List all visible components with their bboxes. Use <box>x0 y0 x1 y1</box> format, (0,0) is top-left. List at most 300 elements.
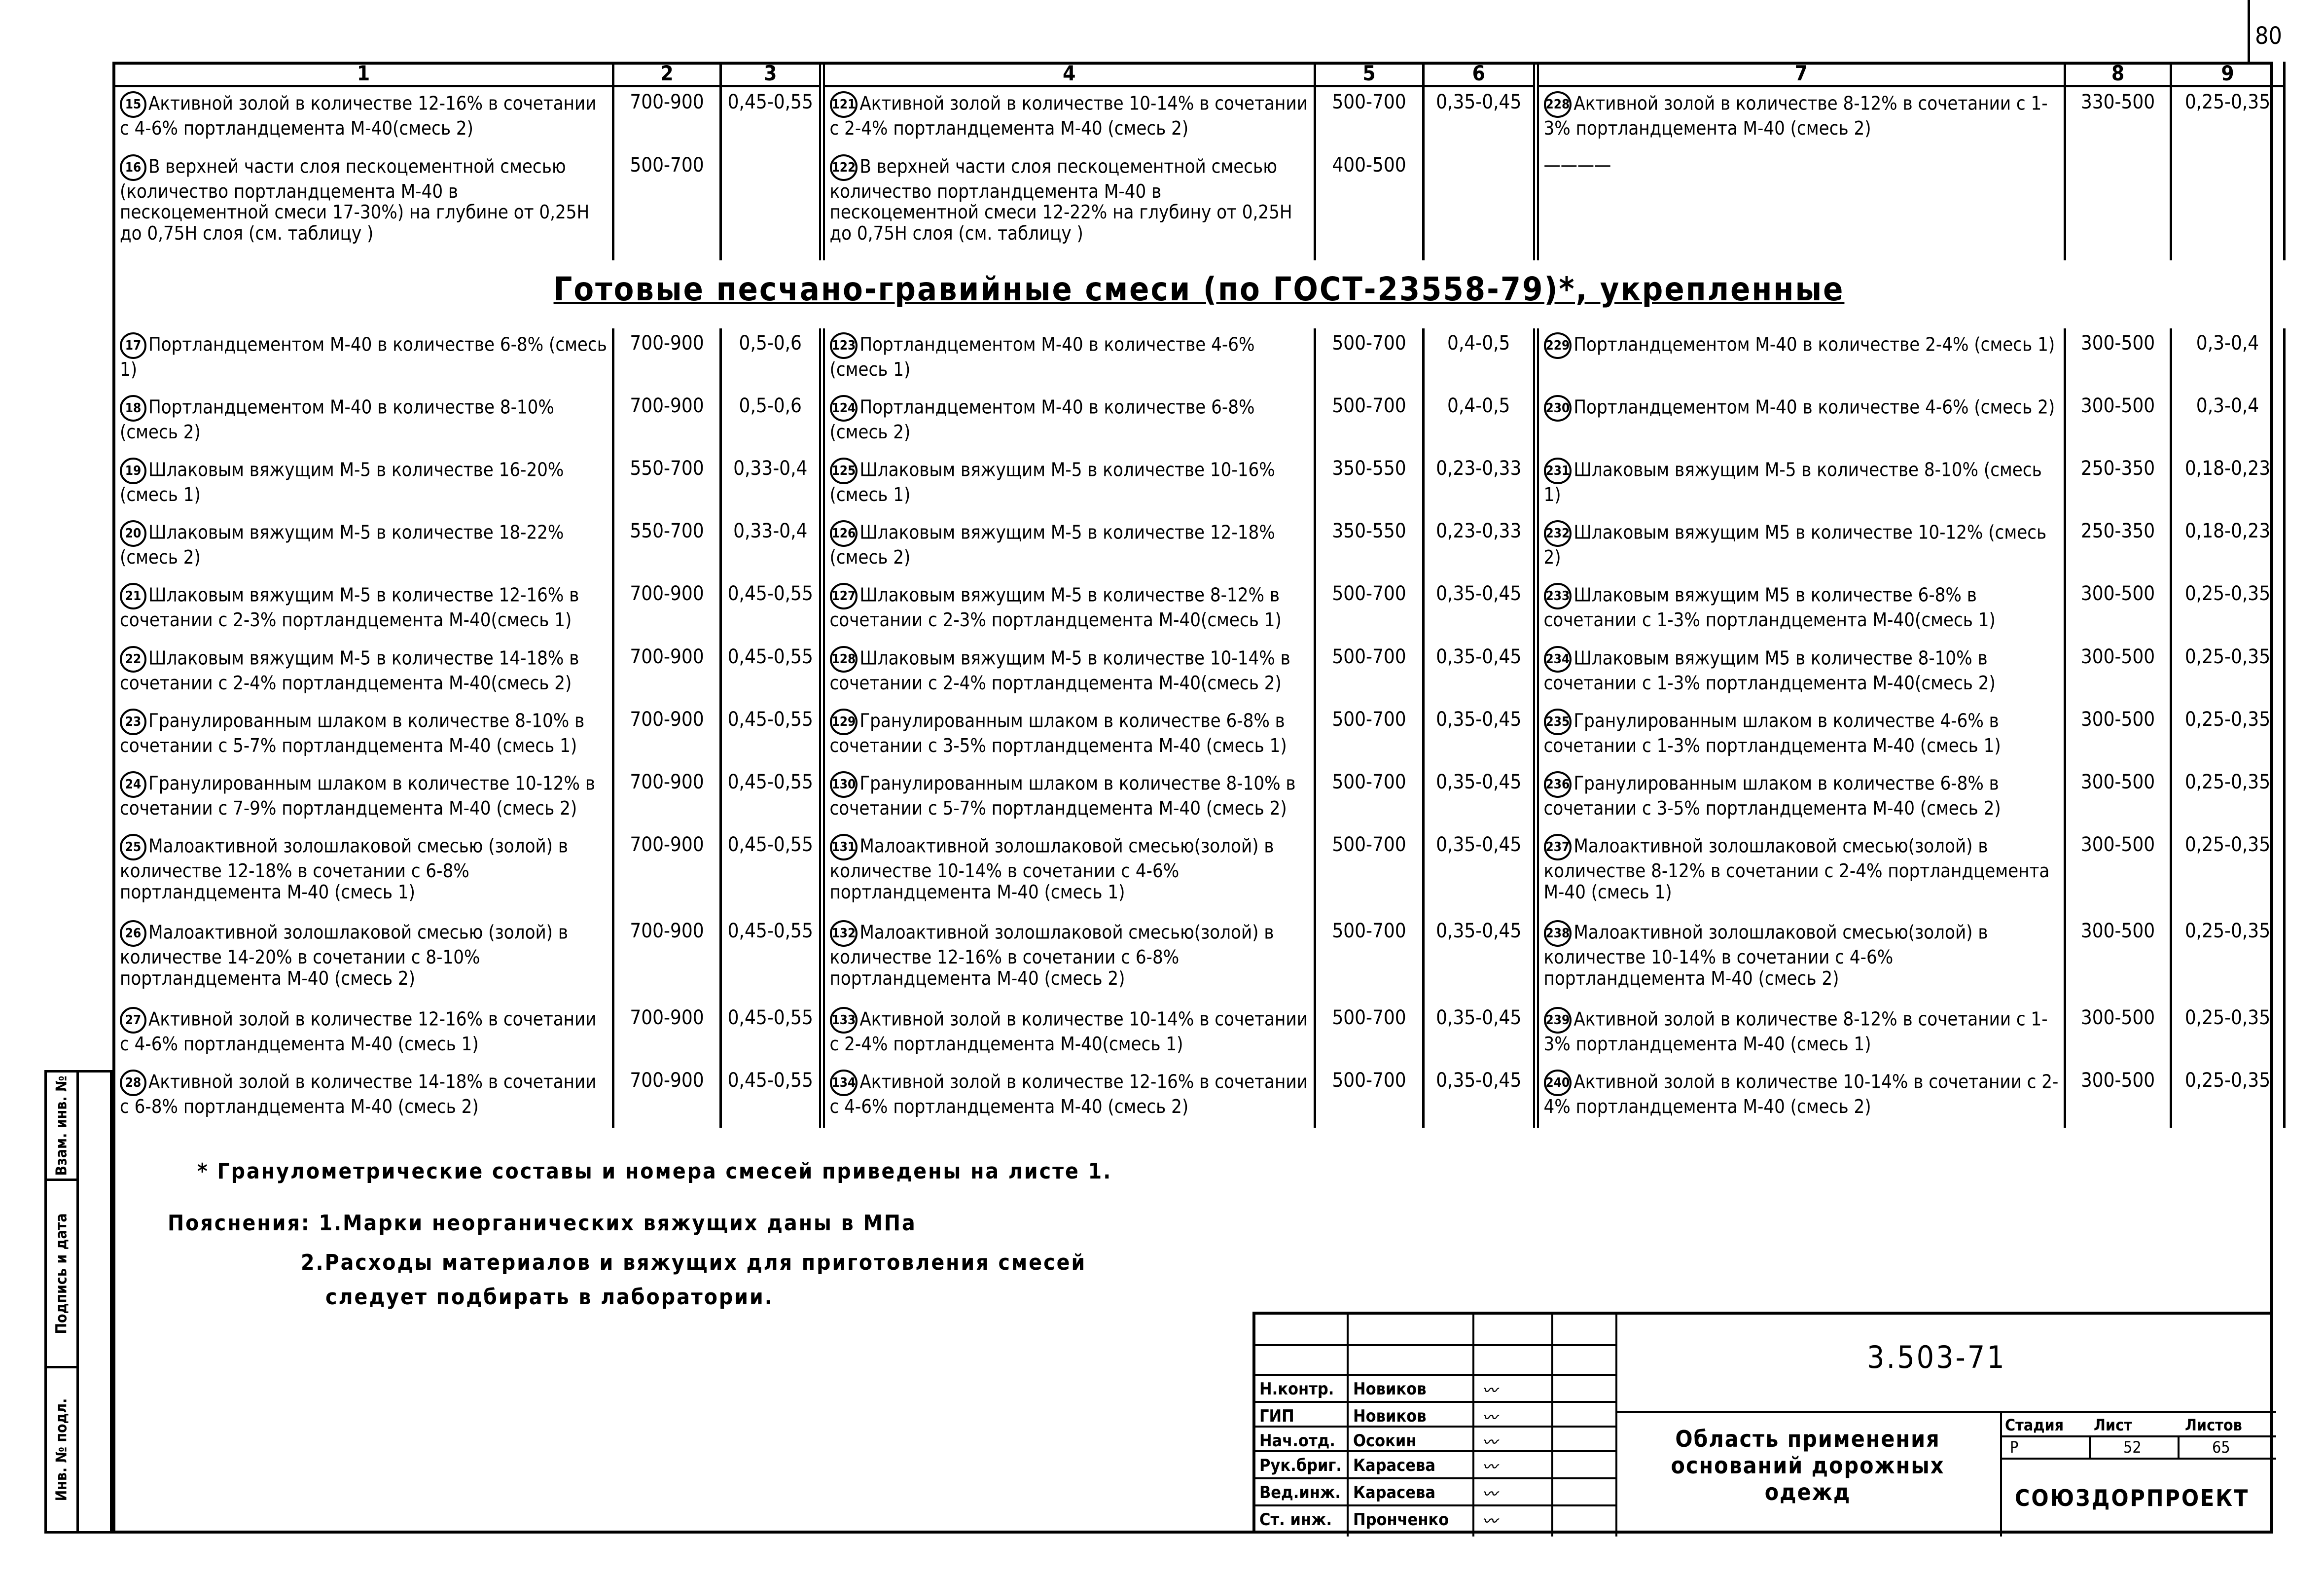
stamp-role: Ст. инж. <box>1259 1510 1332 1530</box>
column-header: 5 <box>1315 62 1424 86</box>
value-cell: 0,35-0,45 <box>1424 916 1536 1002</box>
item-text: Портландцементом М-40 в количестве 2-4% (смесь 1) <box>1573 333 2055 356</box>
stamp-person-name: Карасева <box>1353 1456 1436 1475</box>
sheets-label: Листов <box>2185 1416 2242 1434</box>
value-cell: 700-900 <box>613 642 721 705</box>
value-cell: 0,18-0,23 <box>2171 454 2285 516</box>
material-description <box>822 454 1315 516</box>
signature-mark: 〰 <box>1482 1382 1497 1399</box>
value-cell: 0,45-0,55 <box>721 642 822 705</box>
value-cell: 700-900 <box>613 916 721 1002</box>
value-cell: 700-900 <box>613 579 721 642</box>
side-stamp <box>44 1070 112 1534</box>
value-cell: 350-550 <box>1315 454 1424 516</box>
value-cell: 300-500 <box>2065 705 2171 767</box>
stamp-line <box>1347 1315 1349 1537</box>
stamp-line <box>2089 1435 2091 1458</box>
item-number-badge: 27 <box>120 1007 146 1034</box>
item-text: Шлаковым вяжущим М-5 в количестве 16-20% (смесь 1) <box>120 459 564 506</box>
material-description <box>1536 516 2065 579</box>
value-cell: 0,3-0,4 <box>2171 391 2285 454</box>
table-row <box>114 86 2285 150</box>
column-header-row <box>114 62 2285 86</box>
item-number-badge: 18 <box>120 395 146 422</box>
stamp-person-name: Новиков <box>1353 1406 1427 1426</box>
stamp-line <box>1255 1477 1615 1479</box>
table-row <box>114 579 2285 642</box>
item-text: Малоактивной золошлаковой смесью (золой) в количестве 14-20% в сочетании с 8-10% портландцемента М-40 (смесь 2) <box>120 921 569 989</box>
item-number-badge: 121 <box>830 91 858 118</box>
side-stamp-divider <box>76 1072 79 1531</box>
value-cell: 0,35-0,45 <box>1424 830 1536 916</box>
material-description <box>1536 767 2065 830</box>
stamp-line <box>1551 1315 1553 1537</box>
value-cell: 550-700 <box>613 516 721 579</box>
material-description <box>1536 86 2065 150</box>
value-cell: 0,45-0,55 <box>721 767 822 830</box>
item-number-badge: 228 <box>1544 91 1572 118</box>
signature-mark: 〰 <box>1482 1459 1497 1476</box>
material-description <box>1536 328 2065 391</box>
item-number-badge: 25 <box>120 834 146 860</box>
item-number-badge: 235 <box>1544 709 1572 735</box>
value-cell: 0,25-0,35 <box>2171 830 2285 916</box>
value-cell: 500-700 <box>613 150 721 260</box>
item-number-badge: 133 <box>830 1007 858 1034</box>
column-header: 2 <box>613 62 721 86</box>
material-description <box>822 1066 1315 1128</box>
value-cell <box>2065 150 2171 260</box>
stamp-role: ГИП <box>1259 1406 1294 1426</box>
value-cell: 500-700 <box>1315 767 1424 830</box>
section-title-text: Готовые песчано-гравийные смеси (по ГОСТ-23558-79)*, укрепленные <box>553 270 1845 308</box>
item-number-badge: 26 <box>120 920 146 947</box>
value-cell: 0,25-0,35 <box>2171 1066 2285 1128</box>
value-cell: 300-500 <box>2065 830 2171 916</box>
item-text: Гранулированным шлаком в количестве 6-8% в сочетании с 3-5% портландцемента М-40 (смесь 1) <box>829 710 1287 756</box>
side-stamp-inv-podl <box>47 1368 76 1531</box>
explanations-label: Пояснения: <box>168 1211 311 1236</box>
item-text: Активной золой в количестве 12-16% в сочетании с 4-6% портландцемента М-40 (смесь 1) <box>120 1008 597 1055</box>
value-cell: 330-500 <box>2065 86 2171 150</box>
value-cell: 0,33-0,4 <box>721 454 822 516</box>
column-header: 6 <box>1424 62 1536 86</box>
table-row <box>114 767 2285 830</box>
document-title-line2: оснований дорожных <box>1671 1452 1945 1479</box>
stamp-person-name: Карасева <box>1353 1483 1436 1502</box>
table-row <box>114 830 2285 916</box>
item-number-badge: 132 <box>830 920 858 947</box>
item-text: Шлаковым вяжущим М-5 в количестве 8-10% (смесь 1) <box>1543 459 2042 506</box>
value-cell: 0,4-0,5 <box>1424 328 1536 391</box>
value-cell <box>1424 150 1536 260</box>
value-cell <box>721 150 822 260</box>
item-text: Шлаковым вяжущим М-5 в количестве 18-22% (смесь 2) <box>120 521 564 569</box>
section-title-row <box>114 260 2285 328</box>
signature-mark: 〰 <box>1482 1434 1497 1451</box>
value-cell: 250-350 <box>2065 454 2171 516</box>
stamp-line <box>1255 1426 1615 1428</box>
table-row <box>114 454 2285 516</box>
value-cell: 500-700 <box>1315 916 1424 1002</box>
value-cell: 500-700 <box>1315 1066 1424 1128</box>
item-text: Шлаковым вяжущим М5 в количестве 6-8% в сочетании с 1-3% портландцемента М-40(смесь 1) <box>1543 584 1996 631</box>
item-text: Активной золой в количестве 12-16% в сочетании с 4-6% портландцемента М-40(смесь 2) <box>120 92 597 140</box>
stamp-role: Рук.бриг. <box>1259 1456 1342 1475</box>
value-cell: 500-700 <box>1315 830 1424 916</box>
value-cell: 300-500 <box>2065 1003 2171 1066</box>
material-description <box>822 705 1315 767</box>
value-cell: 500-700 <box>1315 391 1424 454</box>
material-description <box>822 516 1315 579</box>
item-text: Активной золой в количестве 10-14% в сочетании с 2-4% портландцемента М-40 (смесь 2) <box>1543 1071 2059 1117</box>
column-header: 9 <box>2171 62 2285 86</box>
value-cell: 0,35-0,45 <box>1424 1003 1536 1066</box>
table-row <box>114 328 2285 391</box>
item-text: Активной золой в количестве 10-14% в сочетании с 2-4% портландцемента М-40(смесь 1) <box>829 1008 1308 1055</box>
table-row <box>114 705 2285 767</box>
sheet-label: Лист <box>2094 1416 2132 1434</box>
table-row <box>114 642 2285 705</box>
item-number-badge: 229 <box>1544 332 1572 359</box>
value-cell: 500-700 <box>1315 642 1424 705</box>
value-cell: 500-700 <box>1315 579 1424 642</box>
organization: СОЮЗДОРПРОЕКТ <box>2015 1485 2250 1511</box>
item-number-badge: 24 <box>120 771 146 798</box>
item-number-badge: 230 <box>1544 395 1572 422</box>
stamp-line <box>2178 1435 2180 1458</box>
value-cell: 0,45-0,55 <box>721 1003 822 1066</box>
value-cell: 0,25-0,35 <box>2171 767 2285 830</box>
value-cell: 700-900 <box>613 86 721 150</box>
material-description <box>114 391 613 454</box>
column-header: 8 <box>2065 62 2171 86</box>
item-text: Шлаковым вяжущим М-5 в количестве 10-14% в сочетании с 2-4% портландцемента М-40(смесь 2) <box>829 647 1290 694</box>
item-number-badge: 128 <box>830 646 858 673</box>
value-cell: 250-350 <box>2065 516 2171 579</box>
material-description <box>114 1003 613 1066</box>
value-cell: 0,45-0,55 <box>721 830 822 916</box>
side-stamp-vzam-inv <box>47 1072 76 1181</box>
value-cell: 350-550 <box>1315 516 1424 579</box>
value-cell: 0,25-0,35 <box>2171 705 2285 767</box>
stamp-line <box>1255 1504 1615 1506</box>
item-number-badge: 20 <box>120 520 146 547</box>
item-number-badge: 125 <box>830 458 858 484</box>
table-row <box>114 391 2285 454</box>
section-title-cell <box>114 260 2285 328</box>
item-number-badge: 232 <box>1544 520 1572 547</box>
value-cell: 700-900 <box>613 391 721 454</box>
value-cell: 0,3-0,4 <box>2171 328 2285 391</box>
value-cell: 0,35-0,45 <box>1424 705 1536 767</box>
value-cell: 0,5-0,6 <box>721 391 822 454</box>
item-text: Шлаковым вяжущим М-5 в количестве 8-12% в сочетании с 2-3% портландцемента М-40(смесь 1) <box>829 584 1282 631</box>
material-description <box>822 916 1315 1002</box>
item-text: Гранулированным шлаком в количестве 8-10% в сочетании с 5-7% портландцемента М-40 (смесь 2) <box>829 772 1296 819</box>
item-number-badge: 129 <box>830 709 858 735</box>
value-cell: 300-500 <box>2065 328 2171 391</box>
stamp-role: Вед.инж. <box>1259 1483 1341 1502</box>
stage-label: Стадия <box>2005 1416 2064 1434</box>
material-description <box>114 328 613 391</box>
value-cell: 700-900 <box>613 328 721 391</box>
value-cell: 0,35-0,45 <box>1424 1066 1536 1128</box>
item-text: В верхней части слоя пескоцементной смесью количество портландцемента М-40 в пескоцементной смеси 12-22% на глубину от 0,25Н до 0,75Н слоя (см. таблицу ) <box>829 155 1292 244</box>
item-number-badge: 237 <box>1544 834 1572 860</box>
value-cell: 300-500 <box>2065 579 2171 642</box>
value-cell: 700-900 <box>613 830 721 916</box>
item-number-badge: 21 <box>120 583 146 609</box>
value-cell: 300-500 <box>2065 916 2171 1002</box>
stamp-line <box>2000 1411 2002 1537</box>
material-description <box>822 86 1315 150</box>
value-cell: 0,35-0,45 <box>1424 86 1536 150</box>
stamp-line <box>1615 1411 2276 1413</box>
value-cell: 0,45-0,55 <box>721 1066 822 1128</box>
value-cell: 0,23-0,33 <box>1424 516 1536 579</box>
value-cell: 0,25-0,35 <box>2171 916 2285 1002</box>
item-number-badge: 131 <box>830 834 858 860</box>
column-header: 1 <box>114 62 613 86</box>
item-number-badge: 123 <box>830 332 858 359</box>
material-description <box>822 391 1315 454</box>
material-description <box>822 642 1315 705</box>
value-cell: 300-500 <box>2065 767 2171 830</box>
table-row <box>114 516 2285 579</box>
material-description <box>1536 454 2065 516</box>
material-description <box>822 328 1315 391</box>
value-cell: 0,33-0,4 <box>721 516 822 579</box>
value-cell: 0,25-0,35 <box>2171 1003 2285 1066</box>
item-text: Малоактивной золошлаковой смесью (золой) в количестве 12-18% в сочетании с 6-8% портландцемента М-40 (смесь 1) <box>120 835 569 903</box>
item-number-badge: 240 <box>1544 1070 1572 1096</box>
value-cell: 0,25-0,35 <box>2171 579 2285 642</box>
material-description <box>114 454 613 516</box>
item-text: Малоактивной золошлаковой смесью(золой) в количестве 10-14% в сочетании с 4-6% портландцемента М-40 (смесь 2) <box>1543 921 1988 989</box>
material-description <box>114 516 613 579</box>
item-number-badge: 238 <box>1544 920 1572 947</box>
explanations-item2-line1: 2.Расходы материалов и вяжущих для приготовления смесей <box>301 1250 1087 1275</box>
item-number-badge: 23 <box>120 709 146 735</box>
stamp-person-name: Новиков <box>1353 1379 1427 1399</box>
value-cell: 700-900 <box>613 1003 721 1066</box>
item-number-badge: 16 <box>120 154 146 181</box>
material-description <box>1536 916 2065 1002</box>
item-text: Активной золой в количестве 12-16% в сочетании с 4-6% портландцемента М-40 (смесь 2) <box>829 1071 1308 1117</box>
signature-mark: 〰 <box>1482 1486 1497 1503</box>
material-description <box>1536 830 2065 916</box>
item-number-badge: 19 <box>120 458 146 484</box>
stamp-line <box>2000 1435 2276 1437</box>
item-number-badge: 127 <box>830 583 858 609</box>
item-number-badge: 233 <box>1544 583 1572 609</box>
value-cell: 0,45-0,55 <box>721 705 822 767</box>
material-description <box>1536 579 2065 642</box>
value-cell: 0,45-0,55 <box>721 579 822 642</box>
signature-mark: 〰 <box>1482 1409 1497 1427</box>
item-text: Шлаковым вяжущим М-5 в количестве 14-18% в сочетании с 2-4% портландцемента М-40(смесь 2) <box>120 647 579 694</box>
item-text: Портландцементом М-40 в количестве 6-8% (смесь 1) <box>120 333 607 380</box>
value-cell: 500-700 <box>1315 328 1424 391</box>
item-text: Гранулированным шлаком в количестве 6-8% в сочетании с 3-5% портландцемента М-40 (смесь 2) <box>1543 772 2001 819</box>
material-description <box>114 705 613 767</box>
item-text: Малоактивной золошлаковой смесью(золой) в количестве 12-16% в сочетании с 6-8% портландцемента М-40 (смесь 2) <box>829 921 1274 989</box>
material-description <box>114 86 613 150</box>
table-row <box>114 916 2285 1002</box>
explanations-item1 <box>168 1211 917 1236</box>
item-text: Шлаковым вяжущим М-5 в количестве 10-16% (смесь 1) <box>829 459 1275 506</box>
material-description <box>114 830 613 916</box>
value-cell: 0,4-0,5 <box>1424 391 1536 454</box>
stamp-line <box>1615 1315 1617 1537</box>
item-text: Гранулированным шлаком в количестве 8-10% в сочетании с 5-7% портландцемента М-40 (смесь 1) <box>120 710 585 756</box>
material-description <box>114 767 613 830</box>
stamp-line <box>1255 1344 1615 1346</box>
value-cell: 0,25-0,35 <box>2171 86 2285 150</box>
title-block <box>1252 1312 2273 1534</box>
value-cell: 700-900 <box>613 767 721 830</box>
value-cell: 0,35-0,45 <box>1424 767 1536 830</box>
material-description <box>822 1003 1315 1066</box>
value-cell: 0,18-0,23 <box>2171 516 2285 579</box>
item-text: Активной золой в количестве 8-12% в сочетании с 1-3% портландцемента М-40 (смесь 1) <box>1543 1008 2048 1055</box>
signature-mark: 〰 <box>1482 1513 1497 1530</box>
side-stamp-inv-podl-label: Инв. № подл. <box>53 1398 71 1502</box>
table-body <box>114 62 2285 1128</box>
item-text: Малоактивной золошлаковой смесью(золой) в количестве 8-12% в сочетании с 2-4% портландцемента М-40 (смесь 1) <box>1543 835 2050 903</box>
material-description <box>114 150 613 260</box>
stamp-line <box>2000 1458 2276 1460</box>
material-description <box>822 150 1315 260</box>
document-title-line1: Область применения <box>1675 1426 1940 1452</box>
value-cell: 0,25-0,35 <box>2171 642 2285 705</box>
material-description <box>1536 642 2065 705</box>
material-description <box>114 916 613 1002</box>
document-title-line3: одежд <box>1764 1479 1851 1505</box>
stamp-line <box>1255 1401 1615 1403</box>
material-description <box>822 767 1315 830</box>
item-text: Гранулированным шлаком в количестве 4-6% в сочетании с 1-3% портландцемента М-40 (смесь 1) <box>1543 710 2001 756</box>
value-cell: 300-500 <box>2065 391 2171 454</box>
material-description <box>114 579 613 642</box>
side-stamp-vzam-inv-label: Взам. инв. № <box>53 1075 71 1176</box>
item-number-badge: 134 <box>830 1070 858 1096</box>
side-stamp-podpis-label: Подпись и дата <box>53 1213 71 1334</box>
stamp-line <box>1472 1315 1474 1537</box>
material-description <box>1536 1003 2065 1066</box>
item-text: Малоактивной золошлаковой смесью(золой) в количестве 10-14% в сочетании с 4-6% портландцемента М-40 (смесь 1) <box>829 835 1274 903</box>
stamp-person-name: Пронченко <box>1353 1510 1449 1530</box>
item-text: Гранулированным шлаком в количестве 10-12% в сочетании с 7-9% портландцемента М-40 (смесь 2) <box>120 772 595 819</box>
item-number-badge: 122 <box>830 154 858 181</box>
item-text: Шлаковым вяжущим М-5 в количестве 12-16% в сочетании с 2-3% портландцемента М-40(смесь 1) <box>120 584 579 631</box>
footnote: * Гранулометрические составы и номера смесей приведены на листе 1. <box>197 1159 1112 1184</box>
document-code: 3.503-71 <box>1867 1339 2006 1375</box>
column-header: 3 <box>721 62 822 86</box>
value-cell: 0,23-0,33 <box>1424 454 1536 516</box>
material-description <box>1536 705 2065 767</box>
value-cell: 500-700 <box>1315 86 1424 150</box>
item-text: Портландцементом М-40 в количестве 8-10% (смесь 2) <box>120 396 554 443</box>
item-text: Шлаковым вяжущим М5 в количестве 8-10% в сочетании с 1-3% портландцемента М-40(смесь 2) <box>1543 647 1996 694</box>
stamp-person-name: Осокин <box>1353 1431 1417 1451</box>
materials-table <box>112 62 2286 1128</box>
material-description <box>822 579 1315 642</box>
item-text: Портландцементом М-40 в количестве 4-6% (смесь 2) <box>1573 396 2055 418</box>
section-title <box>114 260 2285 321</box>
value-cell: 400-500 <box>1315 150 1424 260</box>
explanations-item2-line2: следует подбирать в лаборатории. <box>325 1285 774 1310</box>
value-cell: 0,35-0,45 <box>1424 642 1536 705</box>
value-cell: 300-500 <box>2065 1066 2171 1128</box>
sheets-value: 65 <box>2212 1438 2230 1457</box>
value-cell: 300-500 <box>2065 642 2171 705</box>
item-number-badge: 236 <box>1544 771 1572 798</box>
side-stamp-podpis-data <box>47 1181 76 1368</box>
value-cell: 0,45-0,55 <box>721 86 822 150</box>
value-cell <box>2171 150 2285 260</box>
value-cell: 500-700 <box>1315 705 1424 767</box>
item-text: Активной золой в количестве 14-18% в сочетании с 6-8% портландцемента М-40 (смесь 2) <box>120 1071 597 1117</box>
material-description <box>114 642 613 705</box>
item-number-badge: 239 <box>1544 1007 1572 1034</box>
material-description <box>1536 150 2065 260</box>
stage-value: Р <box>2010 1438 2019 1457</box>
material-description <box>822 830 1315 916</box>
table-row <box>114 1066 2285 1128</box>
item-text: Активной золой в количестве 10-14% в сочетании с 2-4% портландцемента М-40 (смесь 2) <box>829 92 1308 140</box>
item-text: В верхней части слоя пескоцементной смесью (количество портландцемента М-40 в пескоцементной смеси 17-30%) на глубине от 0,25Н до 0,75Н слоя (см. таблицу ) <box>120 155 590 244</box>
column-header: 4 <box>822 62 1315 86</box>
stamp-role: Нач.отд. <box>1259 1431 1335 1451</box>
material-description <box>1536 391 2065 454</box>
page-number: 80 <box>2255 22 2282 50</box>
column-header: 7 <box>1536 62 2065 86</box>
item-text: Шлаковым вяжущим М5 в количестве 10-12% (смесь 2) <box>1543 521 2047 569</box>
value-cell: 700-900 <box>613 705 721 767</box>
sheet-value: 52 <box>2123 1438 2142 1457</box>
item-text: Портландцементом М-40 в количестве 6-8% (смесь 2) <box>829 396 1255 443</box>
item-number-badge: 234 <box>1544 646 1572 673</box>
item-number-badge: 231 <box>1544 458 1572 484</box>
item-number-badge: 17 <box>120 332 146 359</box>
item-text: ———— <box>1543 153 1611 176</box>
item-text: Портландцементом М-40 в количестве 4-6% (смесь 1) <box>829 333 1255 380</box>
item-text: Активной золой в количестве 8-12% в сочетании с 1-3% портландцемента М-40 (смесь 2) <box>1543 92 2048 140</box>
item-number-badge: 15 <box>120 91 146 118</box>
document-title <box>1620 1426 1995 1505</box>
item-number-badge: 28 <box>120 1070 146 1096</box>
value-cell: 0,5-0,6 <box>721 328 822 391</box>
table-row <box>114 150 2285 260</box>
value-cell: 550-700 <box>613 454 721 516</box>
material-description <box>114 1066 613 1128</box>
item-number-badge: 130 <box>830 771 858 798</box>
item-number-badge: 126 <box>830 520 858 547</box>
value-cell: 0,35-0,45 <box>1424 579 1536 642</box>
explanations-item1-text: 1.Марки неорганических вяжущих даны в МПа <box>319 1211 917 1236</box>
value-cell: 500-700 <box>1315 1003 1424 1066</box>
value-cell: 700-900 <box>613 1066 721 1128</box>
item-number-badge: 22 <box>120 646 146 673</box>
value-cell: 0,45-0,55 <box>721 916 822 1002</box>
item-number-badge: 124 <box>830 395 858 422</box>
material-description <box>1536 1066 2065 1128</box>
table-row <box>114 1003 2285 1066</box>
page-number-divider <box>2248 0 2250 62</box>
stamp-line <box>1255 1374 1615 1376</box>
